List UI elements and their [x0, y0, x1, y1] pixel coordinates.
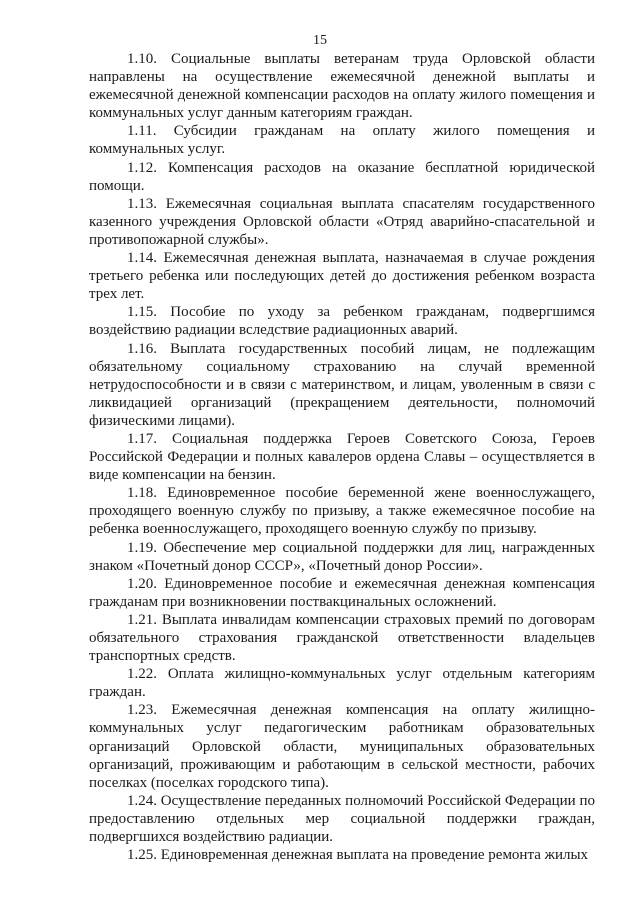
paragraph-1-11: 1.11. Субсидии гражданам на оплату жилого помещения и коммунальных услуг.: [89, 123, 595, 158]
paragraph-1-10: 1.10. Социальные выплаты ветеранам труда Орловской области направлены на осуществление ежемесячной денежной выплаты и ежемесячной денежной компенсации расходов на оплату жилого помещения и коммунальных услуг данным категориям граждан.: [89, 51, 595, 122]
paragraph-1-21: 1.21. Выплата инвалидам компенсации страховых премий по договорам обязательного страхования гражданской ответственности владельцев транспортных средств.: [89, 611, 595, 665]
page-body: [89, 50, 595, 864]
paragraph-1-22: 1.22. Оплата жилищно-коммунальных услуг отдельным категориям граждан.: [89, 666, 595, 701]
paragraph-1-12: 1.12. Компенсация расходов на оказание бесплатной юридической помощи.: [89, 159, 595, 194]
paragraph-1-24: 1.24. Осуществление переданных полномочий Российской Федерации по предоставлению отдельных мер социальной поддержки граждан, подвергшихся воздействию радиации.: [89, 792, 595, 846]
paragraph-1-23: 1.23. Ежемесячная денежная компенсация на оплату жилищно-коммунальных услуг педагогическим работникам образовательных организаций Орловской области, муниципальных образовательных организаций, проживающим и работающим в сельской местности, рабочих поселках (поселках городского типа).: [89, 702, 595, 791]
paragraph-1-17: 1.17. Социальная поддержка Героев Советского Союза, Героев Российской Федерации и полных кавалеров ордена Славы – осуществляется в виде компенсации на бензин.: [89, 430, 595, 484]
paragraph-1-25: 1.25. Единовременная денежная выплата на проведение ремонта жилых: [127, 847, 589, 864]
paragraph-1-18: 1.18. Единовременное пособие беременной жене военнослужащего, проходящего военную службу по призыву, а также ежемесячное пособие на ребенка военнослужащего, проходящего военную службу по призыву.: [89, 485, 595, 538]
paragraph-1-16: 1.16. Выплата государственных пособий лицам, не подлежащим обязательному социальному страхованию на случай временной нетрудоспособности и в связи с материнством, и лицам, уволенным в связи с ликвидацией организаций (прекращением деятельности, полномочий физическими лицами).: [89, 340, 595, 429]
paragraph-1-19: 1.19. Обеспечение мер социальной поддержки для лиц, награжденных знаком «Почетный донор СССР», «Почетный донор России».: [89, 539, 595, 574]
paragraph-1-14: 1.14. Ежемесячная денежная выплата, назначаемая в случае рождения третьего ребенка или последующих детей до достижения ребенком возраста трех лет.: [89, 250, 595, 303]
paragraph-1-13: 1.13. Ежемесячная социальная выплата спасателям государственного казенного учреждения Орловской области «Отряд аварийно-спасательной и противопожарной службы».: [89, 195, 595, 248]
paragraph-1-15: 1.15. Пособие по уходу за ребенком гражданам, подвергшимся воздействию радиации вследствие радиационных аварий.: [89, 304, 595, 339]
page-number: 15: [313, 33, 327, 48]
paragraph-1-20: 1.20. Единовременное пособие и ежемесячная денежная компенсация гражданам при возникновении поствакцинальных осложнений.: [89, 575, 595, 610]
